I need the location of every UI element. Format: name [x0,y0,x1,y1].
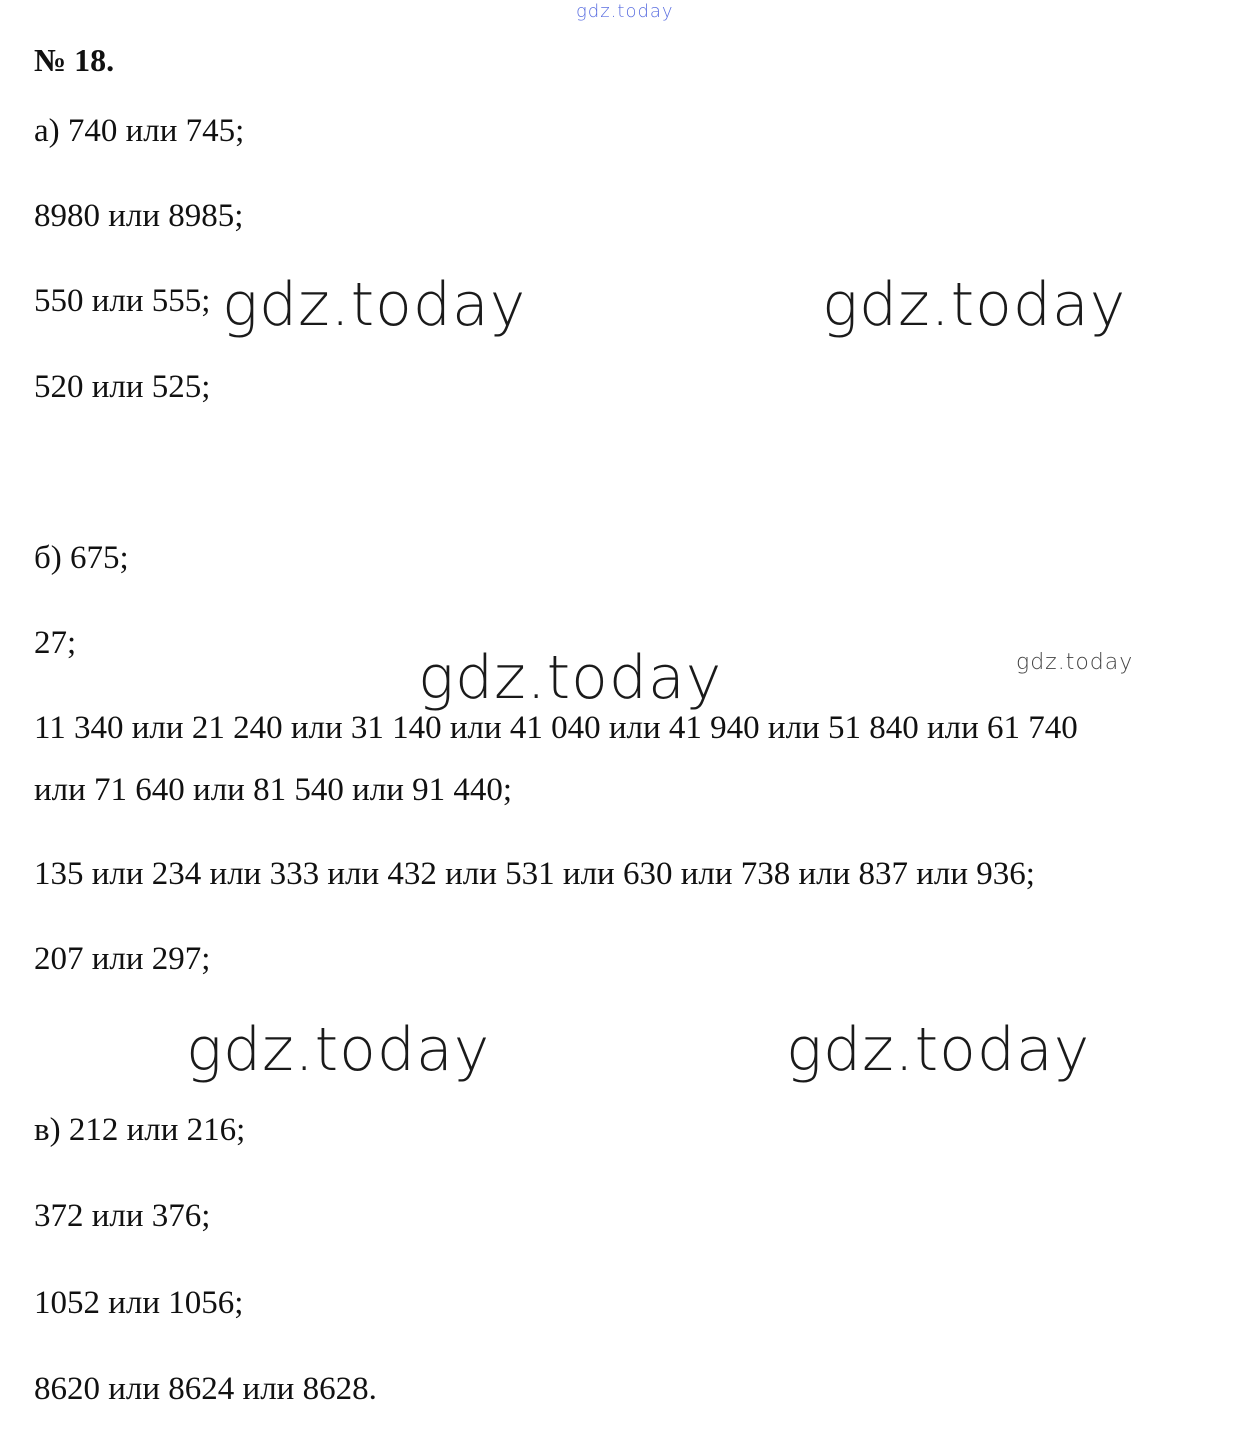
answer-line: б) 675; [34,540,129,576]
watermark-big: gdz.today [418,643,723,713]
answer-line: 1052 или 1056; [34,1285,244,1321]
watermark-big: gdz.today [786,1015,1091,1085]
answer-line: 207 или 297; [34,941,211,977]
watermark-big: gdz.today [822,270,1127,340]
answer-line: а) 740 или 745; [34,113,245,149]
watermark-big: gdz.today [222,270,527,340]
answer-line: или 71 640 или 81 540 или 91 440; [34,772,513,808]
watermark-top: gdz.today [576,1,674,22]
problem-title: № 18. [34,42,115,78]
answer-line: 550 или 555; [34,283,211,319]
answer-line: 372 или 376; [34,1198,211,1234]
answer-line: 520 или 525; [34,369,211,405]
answer-line: 11 340 или 21 240 или 31 140 или 41 040 или 41 940 или 51 840 или 61 740 [34,710,1078,746]
answer-line: 8620 или 8624 или 8628. [34,1371,377,1407]
answer-line: 8980 или 8985; [34,198,244,234]
answer-line: 27; [34,625,77,661]
answer-line: в) 212 или 216; [34,1112,246,1148]
answer-line: 135 или 234 или 333 или 432 или 531 или 630 или 738 или 837 или 936; [34,856,1035,892]
watermark-small: gdz.today [1016,650,1134,675]
watermark-big: gdz.today [186,1015,491,1085]
